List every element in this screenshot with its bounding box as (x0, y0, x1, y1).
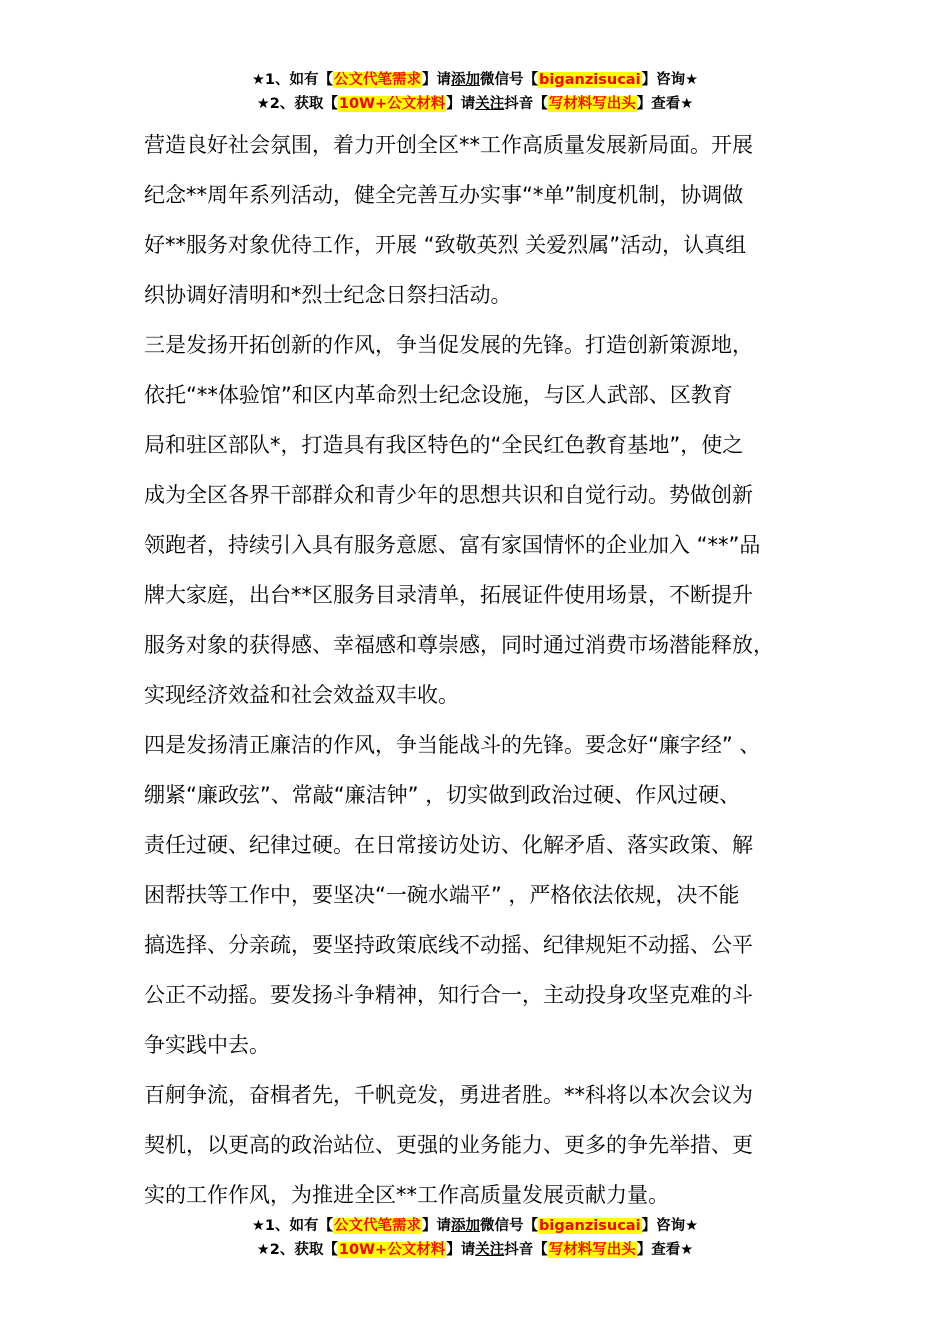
text-line: 领跑者，持续引入具有服务意愿、富有家国情怀的企业加入 “**”品 (144, 533, 761, 557)
banner-text: 】查看★ (636, 96, 694, 112)
text-line: 好**服务对象优待工作，开展 “致敬英烈 关爱烈属”活动，认真组 (144, 233, 747, 257)
text-line: 四是发扬清正廉洁的作风，争当能战斗的先锋。要念好“廉字经” 、 (144, 733, 761, 757)
banner-highlight: 公文代笔需求 (334, 72, 422, 88)
banner-text: 抖音【 (504, 96, 548, 112)
banner-text: 抖音【 (504, 1242, 548, 1258)
text-line: 绷紧“廉政弦”、常敲“廉洁钟” ，切实做到政治过硬、作风过硬、 (144, 783, 741, 807)
banner-line-2 (0, 92, 950, 116)
text-line: 困帮扶等工作中，要坚决“一碗水端平” ，严格依法依规，决不能 (144, 883, 740, 907)
banner-highlight: 10W+公文材料 (338, 1242, 446, 1258)
text-line: 依托“**体验馆”和区内革命烈士纪念设施，与区人武部、区教育 (144, 383, 733, 407)
text-line: 争实践中去。 (144, 1033, 270, 1057)
text-line: 营造良好社会氛围，着力开创全区**工作高质量发展新局面。开展 (144, 133, 753, 157)
banner-text: ★2、获取【 (256, 1242, 338, 1258)
text-line: 实现经济效益和社会效益双丰收。 (144, 683, 459, 707)
banner-line-2 (0, 1238, 950, 1262)
banner-underline: 添加 (451, 1218, 481, 1234)
text-line: 纪念**周年系列活动，健全完善互办实事“*单”制度机制，协调做 (144, 183, 744, 207)
text-line: 百舸争流，奋楫者先，千帆竞发，勇进者胜。**科将以本次会议为 (144, 1083, 753, 1107)
banner-text: 】请 (446, 1242, 476, 1258)
banner-line-1 (0, 1214, 950, 1238)
banner-text: 】咨询★ (641, 1218, 699, 1234)
banner-highlight: 10W+公文材料 (338, 96, 446, 112)
banner-text: 】请 (446, 96, 476, 112)
banner-underline: 关注 (475, 96, 505, 112)
footer-banner (0, 1214, 950, 1262)
text-line: 三是发扬开拓创新的作风，争当促发展的先锋。打造创新策源地， (144, 333, 753, 357)
text-line: 搞选择、分亲疏，要坚持政策底线不动摇、纪律规矩不动摇、公平 (144, 933, 753, 957)
text-line: 织协调好清明和*烈士纪念日祭扫活动。 (144, 283, 512, 307)
banner-line-1 (0, 68, 950, 92)
banner-text: ★1、如有【 (251, 72, 334, 88)
banner-text: 微信号【 (480, 72, 539, 88)
text-line: 成为全区各界干部群众和青少年的思想共识和自觉行动。势做创新 (144, 483, 753, 507)
banner-highlight: 写材料写出头 (548, 1242, 636, 1258)
banner-underline: 关注 (475, 1242, 505, 1258)
banner-text: 】咨询★ (641, 72, 699, 88)
banner-highlight: biganzisucai (539, 1218, 641, 1234)
text-line: 服务对象的获得感、幸福感和尊崇感，同时通过消费市场潜能释放， (144, 633, 774, 657)
banner-text: ★1、如有【 (251, 1218, 334, 1234)
document-body (144, 120, 824, 1220)
banner-text: 】请 (422, 72, 452, 88)
text-line: 公正不动摇。要发扬斗争精神，知行合一，主动投身攻坚克难的斗 (144, 983, 753, 1007)
header-banner (0, 68, 950, 116)
text-line: 责任过硬、纪律过硬。在日常接访处访、化解矛盾、落实政策、解 (144, 833, 753, 857)
text-line: 实的工作作风，为推进全区**工作高质量发展贡献力量。 (144, 1183, 669, 1207)
banner-highlight: 公文代笔需求 (334, 1218, 422, 1234)
banner-text: 】请 (422, 1218, 452, 1234)
banner-highlight: biganzisucai (539, 72, 641, 88)
banner-underline: 添加 (451, 72, 481, 88)
banner-text: ★2、获取【 (256, 96, 338, 112)
text-line: 局和驻区部队*，打造具有我区特色的“全民红色教育基地”，使之 (144, 433, 744, 457)
banner-text: 微信号【 (480, 1218, 539, 1234)
banner-highlight: 写材料写出头 (548, 96, 636, 112)
text-line: 牌大家庭，出台**区服务目录清单，拓展证件使用场景，不断提升 (144, 583, 753, 607)
banner-text: 】查看★ (636, 1242, 694, 1258)
text-line: 契机，以更高的政治站位、更强的业务能力、更多的争先举措、更 (144, 1133, 753, 1157)
